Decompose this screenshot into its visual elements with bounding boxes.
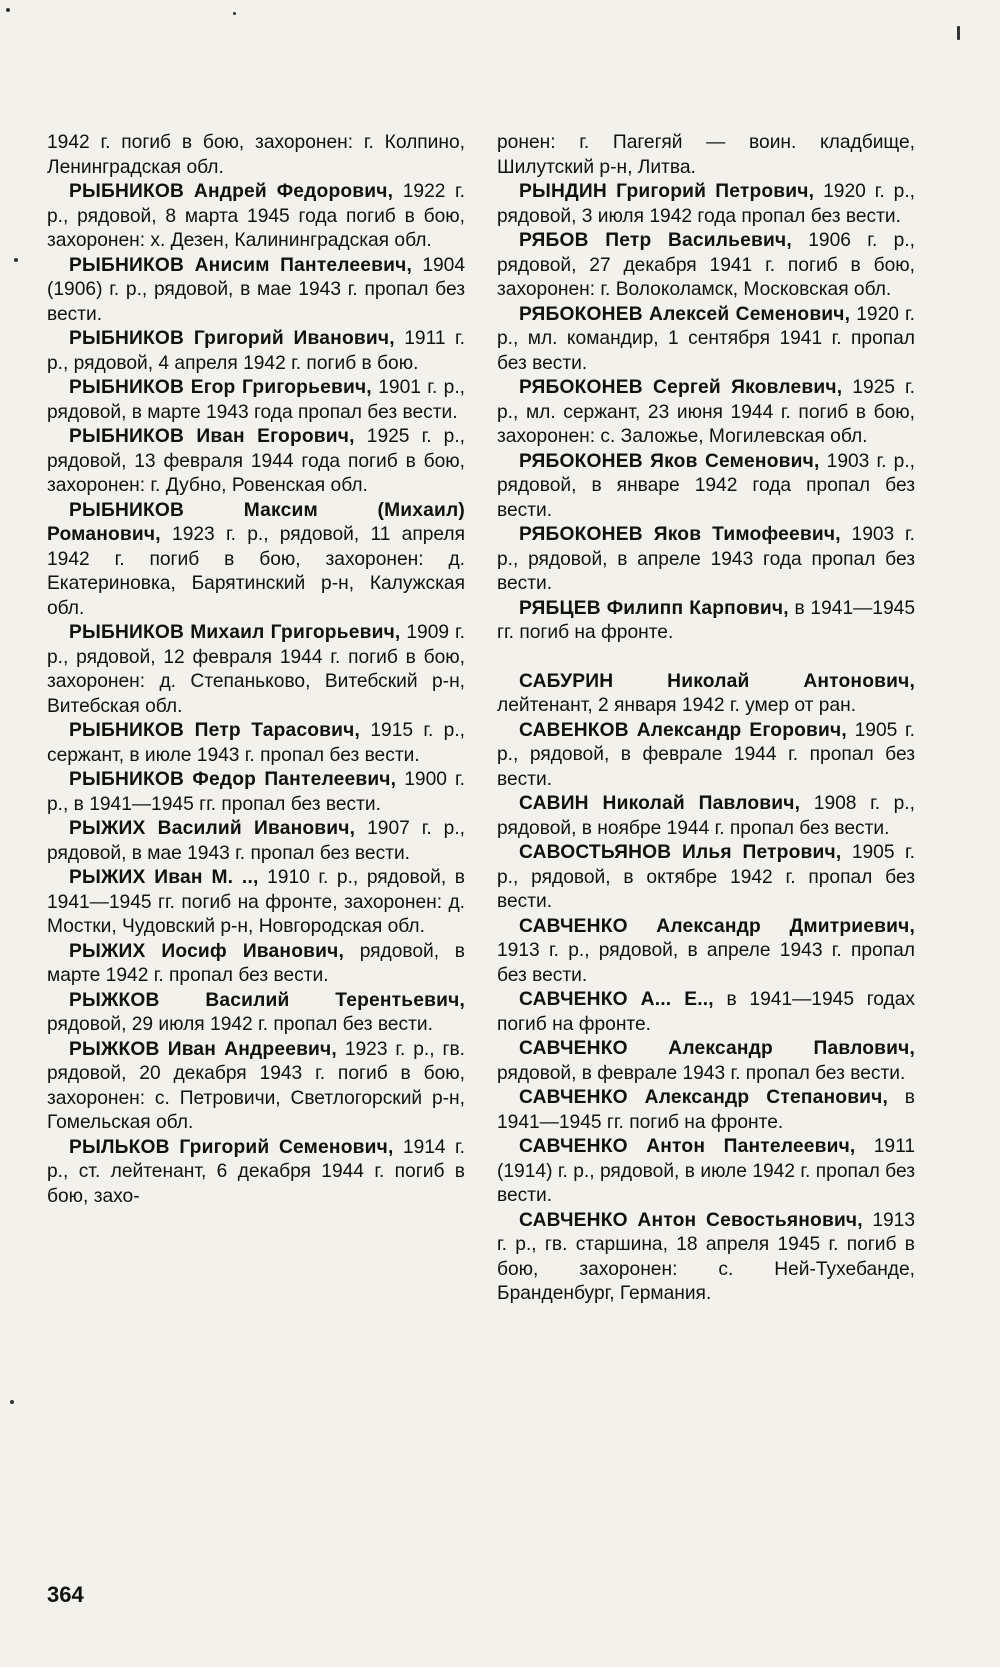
entry-text: в 1941—1945 гг. погиб на фронте. — [497, 597, 915, 643]
memorial-entry — [497, 915, 915, 989]
entry-text: рядовой, в марте 1942 г. пропал без вести. — [47, 940, 465, 986]
memorial-entry — [47, 499, 465, 622]
entry-text: 1907 г. р., рядовой, в мае 1943 г. пропал без вести. — [47, 818, 465, 864]
entry-name: САВЕНКОВ Александр Егорович, — [519, 719, 847, 741]
entry-text: в 1941—1945 гг. погиб на фронте. — [497, 1087, 915, 1133]
entry-text: 1942 г. погиб в бою, захоронен: г. Колпино, Ленинградская обл. — [47, 132, 465, 178]
entry-name: РЫЖИХ Иосиф Иванович, — [69, 940, 344, 962]
entry-text: в 1941—1945 годах погиб на фронте. — [497, 989, 915, 1035]
entry-text: 1910 г. р., рядовой, в 1941—1945 гг. погиб на фронте, захоронен: д. Мостки, Чудовский р-н, Новгородская обл. — [47, 867, 465, 937]
entry-name: САВЧЕНКО Александр Павлович, — [519, 1038, 915, 1059]
entry-text: 1900 г. р., в 1941—1945 гг. пропал без вести. — [47, 769, 465, 815]
entry-name: РЯБОКОНЕВ Алексей Семенович, — [519, 303, 851, 325]
entry-name: САВЧЕНКО Александр Дмитриевич, — [519, 915, 915, 937]
entry-name: РЫБНИКОВ Егор Григорьевич, — [69, 377, 372, 398]
entry-name: РЫЖИХ Иван М. .., — [69, 867, 259, 888]
entry-text: 1920 г. р., рядовой, 3 июля 1942 года пропал без вести. — [497, 181, 915, 227]
left-column — [47, 131, 465, 1209]
memorial-entry — [47, 768, 465, 817]
memorial-entry — [497, 597, 915, 646]
memorial-entry — [47, 180, 465, 254]
entry-text: 1904 (1906) г. р., рядовой, в мае 1943 г. пропал без вести. — [47, 254, 466, 325]
entry-text: ронен: г. Пагегяй — воин. кладбище, Шилутский р-н, Литва. — [497, 132, 915, 178]
entry-name: РЯБОКОНЕВ Сергей Яковлевич, — [519, 377, 843, 398]
memorial-entry — [497, 1037, 915, 1086]
print-speck — [6, 8, 10, 12]
memorial-entry — [47, 866, 465, 940]
memorial-entry — [497, 670, 915, 719]
entry-text: 1920 г. р., мл. командир, 1 сентября 1941 г. пропал без вести. — [497, 303, 915, 374]
memorial-entry — [497, 1086, 915, 1135]
entry-name: РЫБНИКОВ Иван Егорович, — [69, 426, 355, 447]
print-speck — [14, 258, 18, 262]
memorial-entry — [497, 376, 915, 450]
entry-text: 1923 г. р., рядовой, 11 апреля 1942 г. погиб в бою, захоронен: д. Екатериновка, Барятинский р-н, Калужская обл. — [47, 524, 465, 619]
entry-text: 1909 г. р., рядовой, 12 февраля 1944 г. погиб в бою, захоронен: д. Степаньково, Витебский р-н, Витебская обл. — [47, 622, 465, 717]
entry-name: РЯБОКОНЕВ Яков Семенович, — [519, 450, 820, 472]
entry-name: РЫЛЬКОВ Григорий Семенович, — [69, 1136, 394, 1158]
memorial-entry — [497, 1209, 915, 1307]
page-number: 364 — [47, 1582, 84, 1607]
memorial-entry — [497, 719, 915, 793]
entry-name: РЫЖКОВ Василий Терентьевич, — [69, 989, 465, 1011]
memorial-entry — [497, 1135, 915, 1209]
entry-text: 1903 г. р., рядовой, в январе 1942 года пропал без вести. — [497, 450, 915, 521]
memorial-entry — [497, 792, 915, 841]
memorial-entry — [47, 1038, 465, 1136]
entry-text: рядовой, в феврале 1943 г. пропал без вести. — [497, 1062, 906, 1084]
memorial-entry — [47, 989, 465, 1038]
entry-name: САБУРИН Николай Антонович, — [519, 670, 915, 692]
entry-name: РЫНДИН Григорий Петрович, — [519, 181, 815, 202]
entry-text: 1925 г. р., рядовой, 13 февраля 1944 года погиб в бою, захоронен: г. Дубно, Ровенская обл. — [47, 426, 465, 496]
entry-name: САВЧЕНКО Антон Севостьянович, — [519, 1209, 863, 1231]
entry-text: 1906 г. р., рядовой, 27 декабря 1941 г. погиб в бою, захоронен: г. Волоколамск, Московская обл. — [497, 230, 915, 300]
right-column — [497, 131, 915, 1307]
entry-text: рядовой, 29 июля 1942 г. пропал без вести. — [47, 1014, 433, 1035]
entry-name: РЫБНИКОВ Михаил Григорьевич, — [69, 622, 401, 643]
entry-name: САВЧЕНКО Александр Степанович, — [519, 1087, 889, 1108]
entry-name: САВЧЕНКО А... Е.., — [519, 989, 714, 1010]
entry-name: САВИН Николай Павлович, — [519, 793, 801, 814]
memorial-entry — [497, 450, 915, 524]
entry-name: РЯБОВ Петр Васильевич, — [519, 230, 792, 251]
entry-text: лейтенант, 2 января 1942 г. умер от ран. — [497, 695, 857, 716]
entry-text: 1913 г. р., гв. старшина, 18 апреля 1945 г. погиб в бою, захоронен: с. Ней-Тухебанде, Бранденбург, Германия. — [497, 1209, 915, 1304]
entry-text: 1925 г. р., мл. сержант, 23 июня 1944 г. погиб в бою, захоронен: с. Заложье, Могилевская обл. — [497, 377, 915, 447]
memorial-entry — [497, 988, 915, 1037]
entry-text: 1923 г. р., гв. рядовой, 20 декабря 1943 г. погиб в бою, захоронен: с. Петровичи, Светлогорский р-н, Гомельская обл. — [47, 1038, 465, 1133]
memorial-entry — [47, 131, 465, 180]
entry-text: 1905 г. р., рядовой, в феврале 1944 г. пропал без вести. — [497, 719, 915, 790]
entry-text: 1903 г. р., рядовой, в апреле 1943 года пропал без вести. — [497, 524, 915, 594]
entry-name: РЯБОКОНЕВ Яков Тимофеевич, — [519, 524, 841, 545]
entry-name: РЫБНИКОВ Федор Пантелеевич, — [69, 769, 397, 790]
entry-text: 1905 г. р., рядовой, в октябре 1942 г. пропал без вести. — [497, 842, 915, 912]
memorial-entry — [47, 327, 465, 376]
memorial-entry — [47, 1136, 465, 1210]
entry-text: 1901 г. р., рядовой, в марте 1943 года пропал без вести. — [47, 377, 465, 423]
memorial-entry — [497, 131, 915, 180]
entry-text: 1908 г. р., рядовой, в ноябре 1944 г. пропал без вести. — [497, 793, 916, 839]
entry-text: 1911 г. р., рядовой, 4 апреля 1942 г. погиб в бою. — [47, 328, 465, 374]
entry-text: 1911 (1914) г. р., рядовой, в июле 1942 г. пропал без вести. — [497, 1136, 915, 1206]
memorial-entry — [497, 180, 915, 229]
entry-name: РЫБНИКОВ Петр Тарасович, — [69, 720, 361, 741]
memorial-entry — [47, 376, 465, 425]
memorial-entry — [497, 841, 915, 915]
entry-name: РЫБНИКОВ Анисим Пантелеевич, — [69, 254, 413, 276]
memorial-entry — [47, 719, 465, 768]
memorial-entry — [47, 254, 465, 328]
entry-text: 1913 г. р., рядовой, в апреле 1943 г. пропал без вести. — [497, 940, 915, 986]
memorial-entry — [47, 621, 465, 719]
memorial-entry — [47, 425, 465, 499]
entry-name: РЫЖИХ Василий Иванович, — [69, 818, 356, 839]
memorial-entry — [497, 229, 915, 303]
entry-text: 1922 г. р., рядовой, 8 марта 1945 года погиб в бою, захоронен: х. Дезен, Калининградская обл. — [47, 181, 465, 251]
memorial-entry — [47, 817, 465, 866]
entry-name: РЫЖКОВ Иван Андреевич, — [69, 1038, 337, 1060]
print-speck — [957, 26, 960, 40]
entry-name: РЫБНИКОВ Андрей Федорович, — [69, 181, 394, 202]
entry-text: 1914 г. р., ст. лейтенант, 6 декабря 1944 г. погиб в бою, захо- — [47, 1136, 465, 1207]
memorial-entry — [497, 523, 915, 597]
entry-name: САВОСТЬЯНОВ Илья Петрович, — [519, 842, 842, 863]
print-speck — [10, 1400, 14, 1404]
memorial-entry — [497, 303, 915, 377]
entry-name: РЯБЦЕВ Филипп Карпович, — [519, 597, 789, 619]
entry-name: САВЧЕНКО Антон Пантелеевич, — [519, 1136, 856, 1157]
entry-text: 1915 г. р., сержант, в июле 1943 г. пропал без вести. — [47, 720, 466, 766]
memorial-entry — [47, 940, 465, 989]
print-speck — [233, 12, 236, 15]
entry-name: РЫБНИКОВ Максим (Михаил) Романович, — [47, 499, 465, 545]
entry-name: РЫБНИКОВ Григорий Иванович, — [69, 328, 395, 349]
